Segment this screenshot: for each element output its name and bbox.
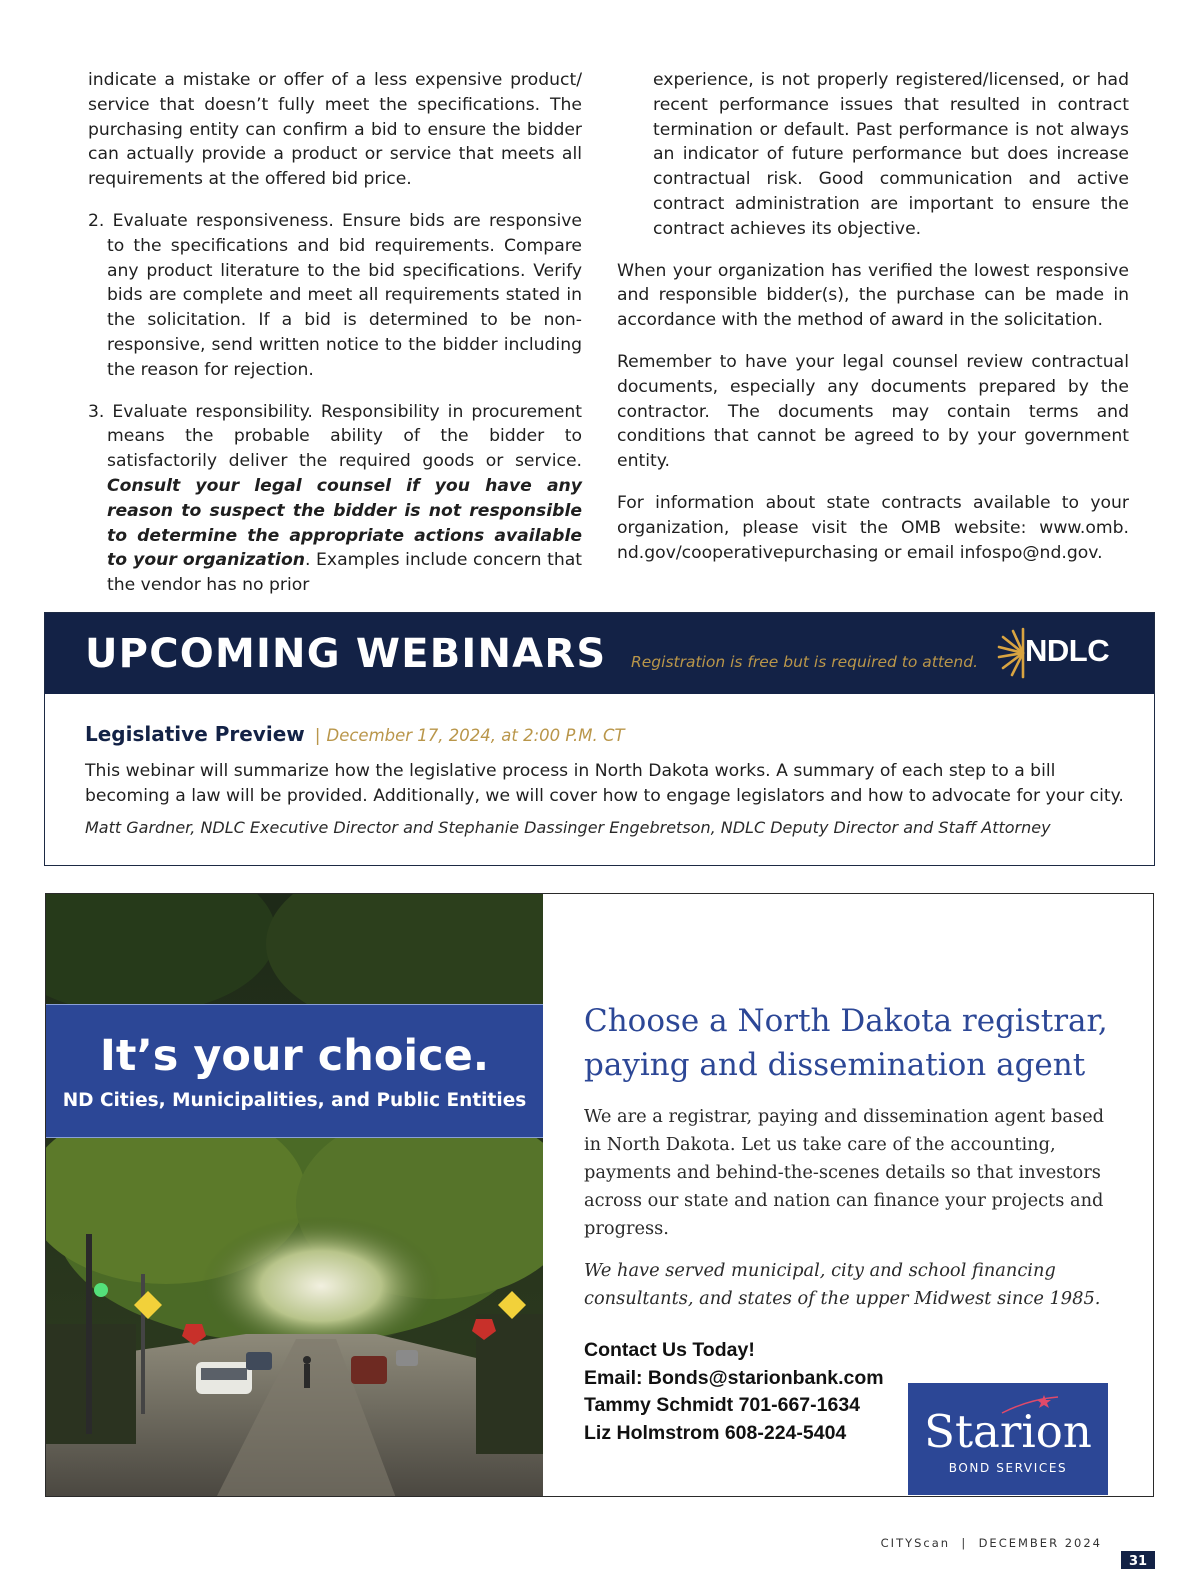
ad-choice-title: It’s your choice.: [99, 1031, 490, 1081]
list-item-text: 3. Evaluate responsibility. Responsibility in procurement means the probable ability of the bidder to satisfactorily deliver the required goods or service.: [88, 401, 582, 472]
list-item-continuation: experience, is not properly registered/licensed, or had recent performance issues that resulted in contract termination or default. Past performance is not always an indicator of future performance but does increase contractual risk. Good communication and active contract administration are important to ensure the contract achieves its objective.: [653, 70, 1129, 239]
list-item-evaluate-responsiveness: 2. Evaluate responsiveness. Ensure bids are responsive to the specifications and bid requirements. Compare any product literature to the bid specifications. Verify bids are complete and meet all requirements stated in the solicitation. If a bid is determined to be non-responsive, send written notice to the bidder including the reason for rejection.: [88, 210, 582, 380]
ad-contact-tammy: Tammy Schmidt 701-667-1634: [584, 1394, 861, 1416]
ad-contact-liz: Liz Holmstrom 608-224-5404: [584, 1421, 847, 1444]
street-scene-illustration: [46, 894, 543, 1497]
ndlc-starburst-icon: [997, 627, 1027, 679]
webinars-registration-note: Registration is free but is required to attend.: [631, 653, 979, 671]
ad-choice-banner: [46, 1004, 543, 1138]
event-title: Legislative Preview: [85, 722, 305, 746]
ad-copy: [584, 999, 1124, 1447]
legal-counsel-emphasis: Consult your legal counsel if you have any reason to suspect the bidder is not responsible to determine the appropriate actions available to your organization: [107, 475, 582, 571]
event-separator: |: [314, 726, 321, 746]
upcoming-webinars-box: [44, 612, 1155, 866]
article-paragraph-contact: For information about state contracts available to your organization, please visit the OMB website: www.omb. nd.gov/cooperativepurchasing or email infospo@nd.gov.: [617, 492, 1129, 563]
ad-history-text: We have served municipal, city and school financing consultants, and states of the upper Midwest since 1985.: [584, 1260, 1101, 1309]
ad-contact-heading: Contact Us Today!: [584, 1339, 755, 1361]
article-paragraph: When your organization has verified the lowest responsive and responsible bidder(s), the purchase can be made in accordance with the method of award in the solicitation.: [617, 260, 1129, 331]
page-number: 31: [1121, 1551, 1155, 1569]
ad-contact-email: Email: Bonds@starionbank.com: [584, 1366, 884, 1389]
list-item-text-end: . Examples include concern that the vendor has no prior: [107, 550, 582, 596]
event-speakers: Matt Gardner, NDLC Executive Director and Stephanie Dassinger Engebretson, NDLC Deputy Director and Staff Attorney: [85, 818, 1051, 837]
webinar-event: [85, 721, 1125, 837]
article-left-column: [88, 68, 582, 598]
starion-logo-name: Starion: [924, 1405, 1092, 1458]
ad-headline-line1: Choose a North Dakota registrar,: [584, 1003, 1108, 1039]
ndlc-logo: [997, 627, 1117, 679]
event-description: This webinar will summarize how the legislative process in North Dakota works. A summary of each step to a bill becoming a law will be provided. Additionally, we will cover how to engage legislators and how to advocate for your city.: [85, 761, 1124, 806]
tree-lined-street-photo: [46, 894, 543, 1497]
list-item-evaluate-responsibility: [88, 400, 582, 598]
article-paragraph: indicate a mistake or offer of a less expensive product/ service that doesn’t fully meet the specifications. The purchasing entity can confirm a bid to ensure the bidder can actually provide a product or service that meets all requirements at the offered bid price.: [88, 70, 582, 190]
starion-logo-subtitle: BOND SERVICES: [948, 1461, 1068, 1475]
article-paragraph: Remember to have your legal counsel review contractual documents, especially any documents prepared by the contractor. The documents may contain terms and conditions that cannot be agreed to by your government entity.: [617, 351, 1129, 472]
ndlc-logo-text: NDLC: [1025, 633, 1110, 668]
event-date: December 17, 2024, at 2:00 P.M. CT: [326, 726, 625, 745]
ad-choice-subtitle: ND Cities, Municipalities, and Public Entities: [62, 1090, 527, 1111]
webinars-header: [45, 613, 1154, 694]
footer-publication: CITYScan | DECEMBER 2024: [880, 1536, 1102, 1550]
starion-logo: [908, 1383, 1108, 1495]
article-right-column: [617, 68, 1129, 582]
ad-body-text: We are a registrar, paying and dissemination agent based in North Dakota. Let us take care of the accounting, payments and behind-the-scenes details so that investors across our state and nation can finance your projects and progress.: [584, 1106, 1104, 1239]
ad-headline: [584, 999, 1124, 1087]
starion-advertisement: [45, 893, 1154, 1497]
event-heading: [85, 721, 1125, 749]
ad-headline-line2: paying and dissemination agent: [584, 1047, 1086, 1083]
webinars-title: UPCOMING WEBINARS: [85, 631, 607, 677]
